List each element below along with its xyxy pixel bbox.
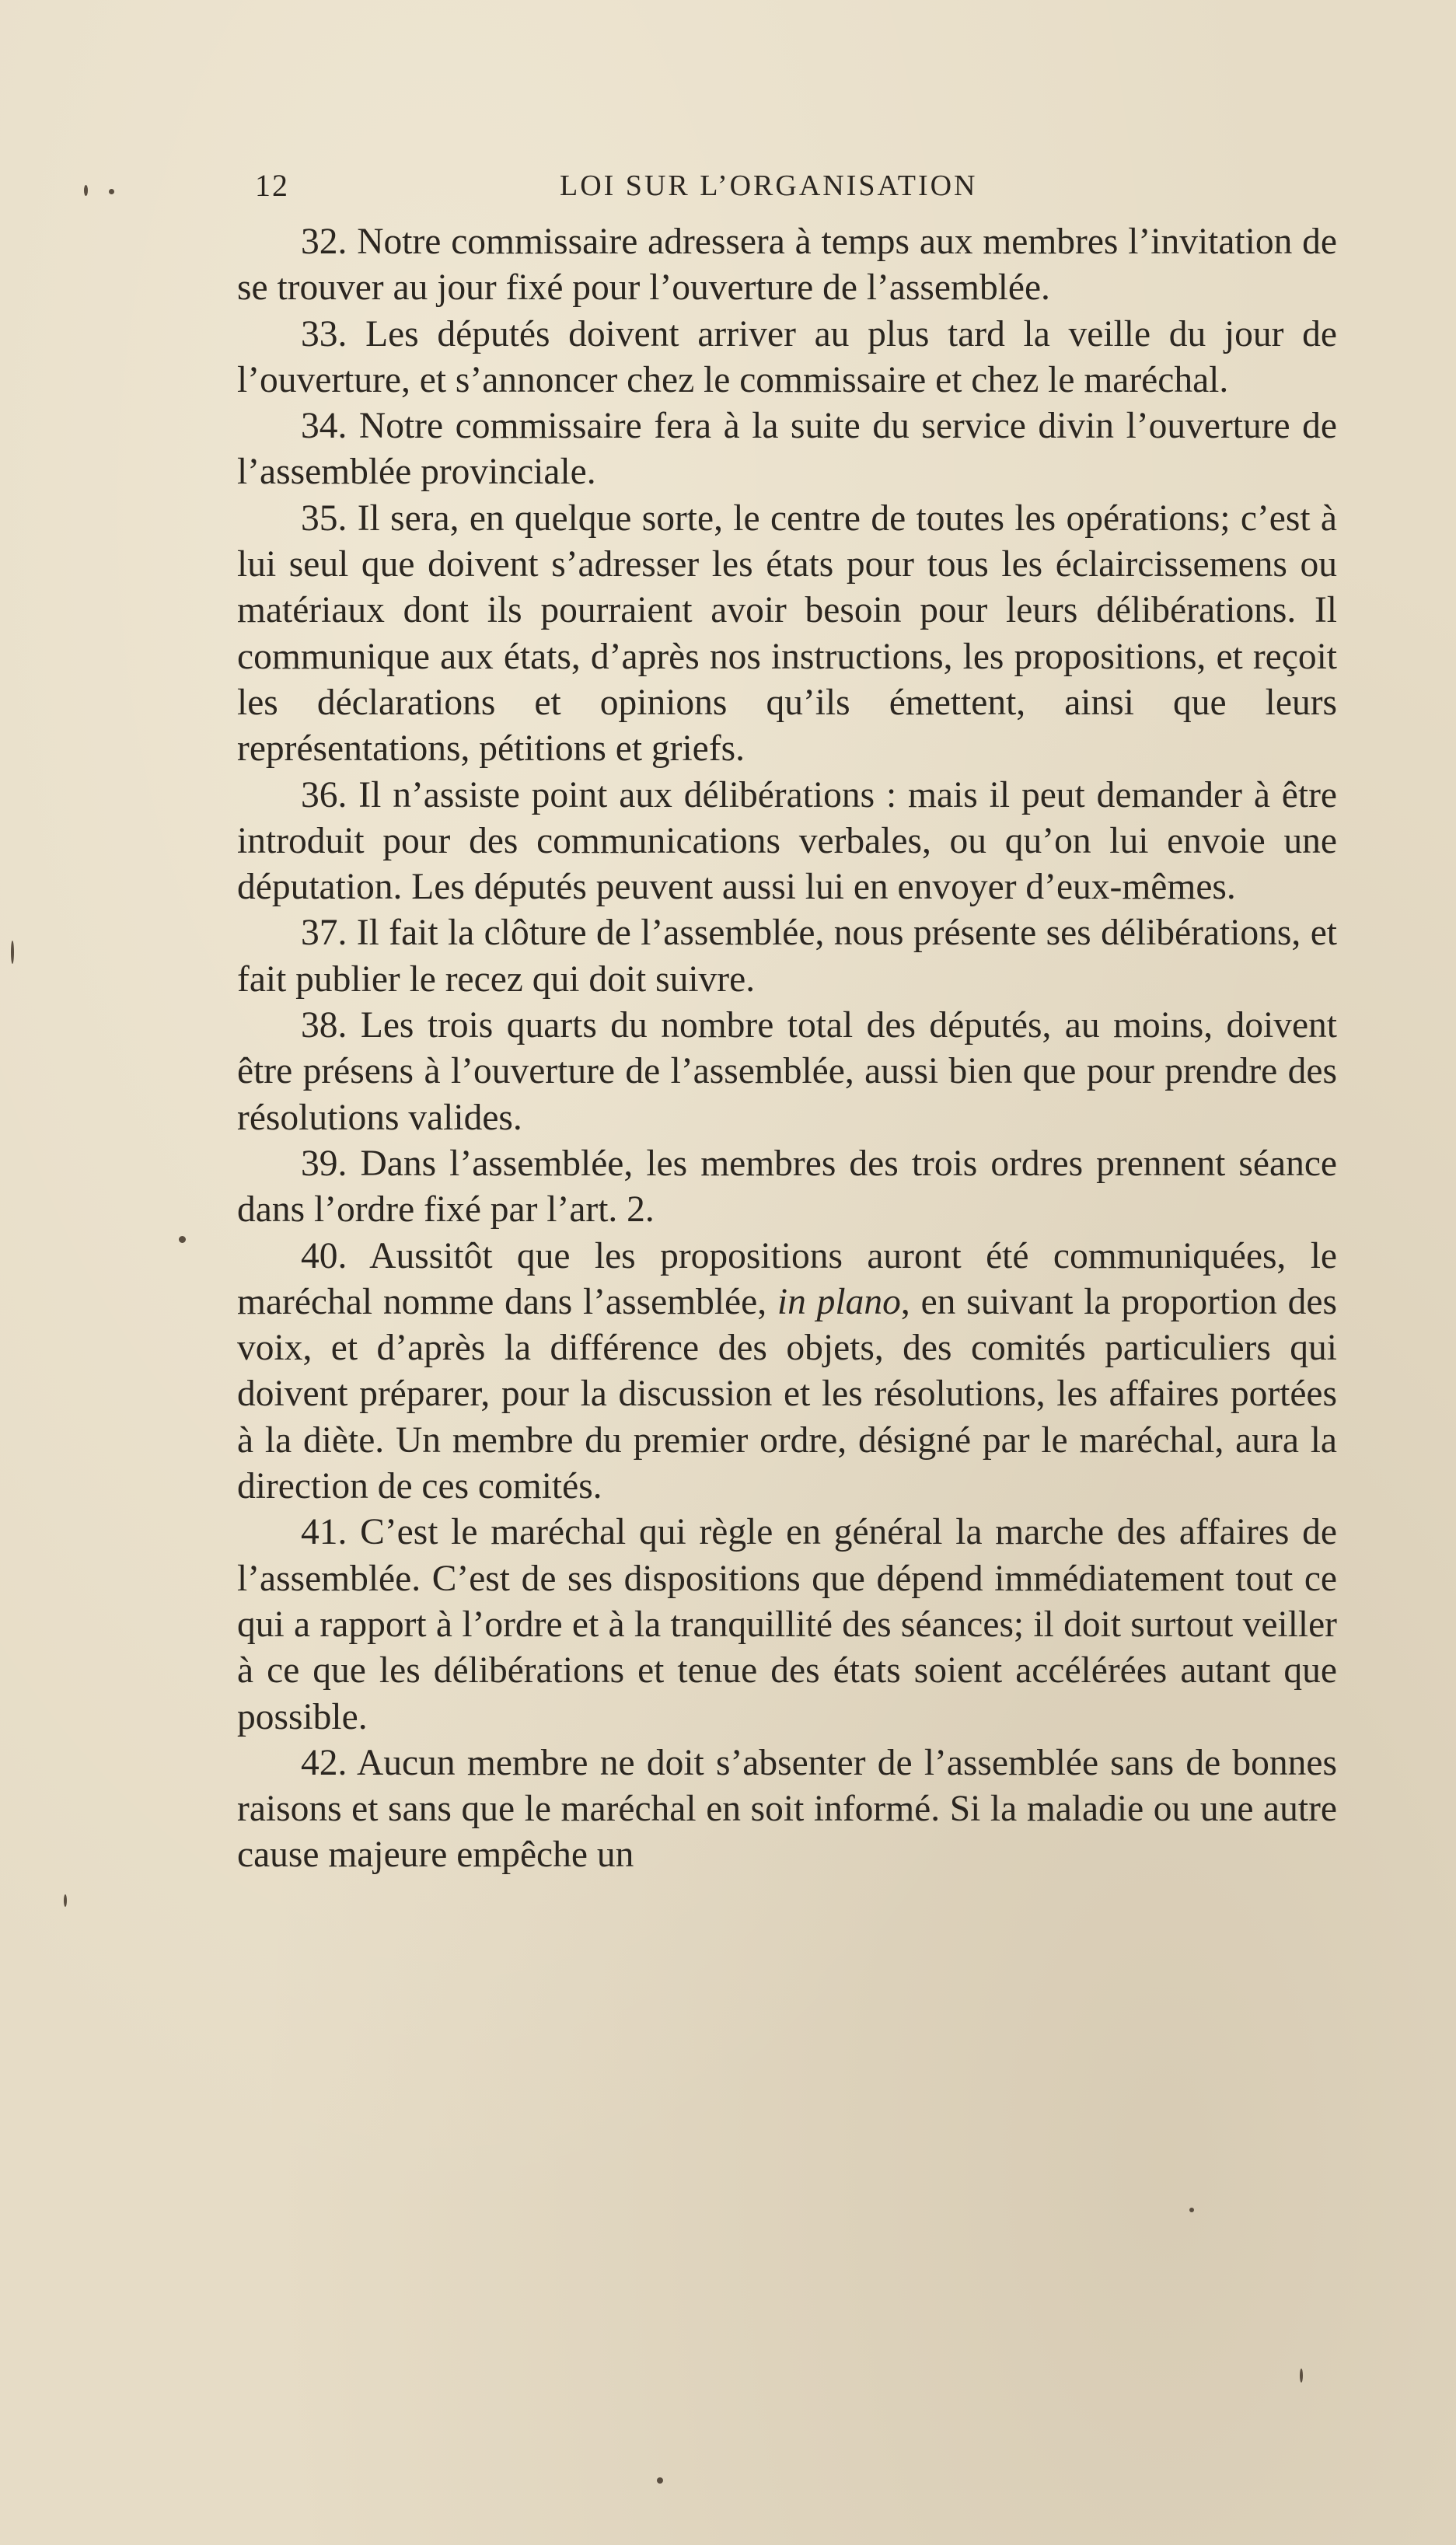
article-37: 37. Il fait la clôture de l’assemblée, nous présente ses délibérations, et fait publier le recez qui doit suivre. [237, 913, 1337, 1000]
paper-speck [64, 1894, 67, 1907]
page-number: 12 [255, 168, 289, 203]
article-40-italic-phrase: in plano [777, 1281, 901, 1322]
article-41: 41. C’est le maréchal qui règle en général la marche des affaires de l’assemblée. C’est de ses dispositions que dépend immédiatement tout ce qui a rapport à l’ordre et à la tranquillité des séances; il doit surtout veiller à ce que les délibérations et tenue des états soient accélérées autant que possible. [237, 1512, 1337, 1737]
paper-speck [657, 2477, 663, 2484]
body-text [237, 219, 1337, 1879]
running-title: LOI SUR L’ORGANISATION [560, 169, 978, 202]
article-39: 39. Dans l’assemblée, les membres des trois ordres prennent séance dans l’ordre fixé par l’art. 2. [237, 1143, 1337, 1231]
article-33: 33. Les députés doivent arriver au plus tard la veille du jour de l’ouverture, et s’annoncer chez le commissaire et chez le maréchal. [237, 313, 1337, 400]
article-40-text-start: 40. Aussitôt que les propositions auront été communiquées, le maréchal nomme dans l’assemblée, [237, 1235, 1337, 1322]
paper-speck [1189, 2208, 1194, 2212]
article-38: 38. Les trois quarts du nombre total des députés, au moins, doivent être présens à l’ouverture de l’assemblée, aussi bien que pour prendre des résolutions valides. [237, 1005, 1337, 1138]
article-40-text-end: , en suivant la proportion des voix, et d’après la différence des objets, des comités particuliers qui doivent préparer, pour la discussion et les résolutions, les affaires portées à la diète. Un membre du premier ordre, désigné par le maréchal, aura la direction de ces comités. [237, 1281, 1337, 1507]
article-32: 32. Notre commissaire adressera à temps aux membres l’invitation de se trouver au jour fixé pour l’ouverture de l’assemblée. [237, 222, 1337, 309]
article-42: 42. Aucun membre ne doit s’absenter de l’assemblée sans de bonnes raisons et sans que le maréchal en soit informé. Si la maladie ou une autre cause majeure empêche un [237, 1742, 1337, 1876]
paper-speck [179, 1236, 186, 1243]
paper-speck [1300, 2369, 1303, 2383]
article-36: 36. Il n’assiste point aux délibérations : mais il peut demander à être introduit pour des communications verbales, ou qu’on lui envoie une députation. Les députés peuvent aussi lui en envoyer d’eux-mêmes. [237, 774, 1337, 908]
paper-speck [84, 185, 88, 196]
article-35: 35. Il sera, en quelque sorte, le centre de toutes les opérations; c’est à lui seul que doivent s’adresser les états pour tous les éclaircissemens ou matériaux dont ils pourraient avoir besoin pour leurs délibérations. Il communique aux états, d’après nos instructions, les propositions, et reçoit les déclarations et opinions qu’ils émettent, ainsi que leurs représentations, pétitions et griefs. [237, 497, 1337, 770]
page-header [249, 167, 1353, 214]
paper-speck [11, 941, 14, 964]
article-40 [237, 1234, 1337, 1510]
paper-speck [109, 189, 114, 194]
article-34: 34. Notre commissaire fera à la suite du service divin l’ouverture de l’assemblée provinciale. [237, 406, 1337, 493]
